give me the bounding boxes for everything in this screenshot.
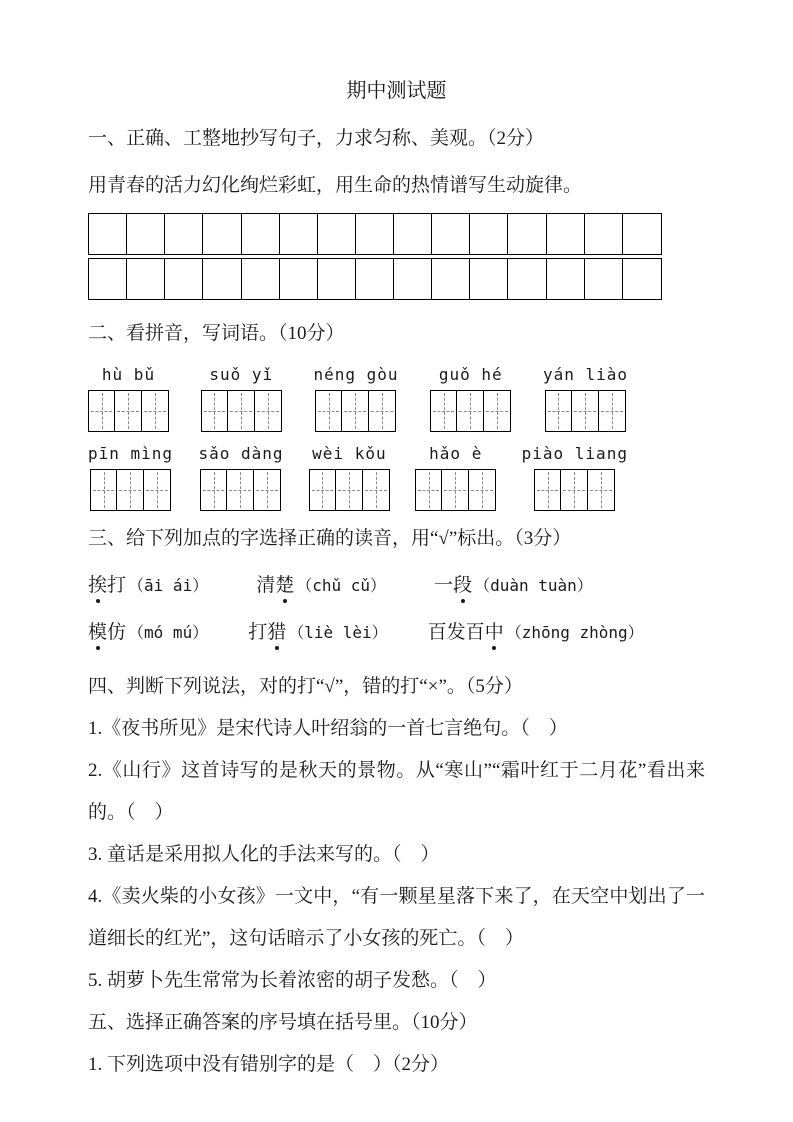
pinyin-answer-box bbox=[415, 469, 496, 511]
pinyin-answer-box bbox=[430, 390, 511, 432]
copy-cell bbox=[470, 214, 508, 254]
word-post: 打 bbox=[107, 575, 127, 596]
pinyin-write-cell bbox=[572, 390, 599, 432]
pinyin-item bbox=[201, 365, 282, 432]
word-dotted: 中 bbox=[485, 617, 504, 644]
copy-cell bbox=[280, 214, 318, 254]
judgment-item: 2.《山行》这首诗写的是秋天的景物。从“寒山”“霜叶红于二月花”看出来的。（ ） bbox=[88, 760, 705, 823]
section1-sentence: 用青春的活力幻化绚烂彩虹，用生命的热情谱写生动旋律。 bbox=[88, 175, 583, 196]
phonetic-word bbox=[88, 622, 126, 643]
copy-cell bbox=[547, 214, 585, 254]
pinyin-answer-box bbox=[534, 469, 615, 511]
section-choose-pronunciation bbox=[88, 523, 705, 644]
pinyin-item bbox=[522, 444, 628, 511]
copy-cell bbox=[242, 214, 280, 254]
pinyin-write-cell bbox=[415, 469, 442, 511]
word-pre: 清 bbox=[256, 575, 276, 596]
pinyin-write-cell bbox=[255, 390, 282, 432]
page-title: 期中测试题 bbox=[346, 80, 447, 102]
phonetic-item bbox=[88, 570, 208, 597]
copy-cell bbox=[242, 259, 280, 299]
word-pre: 百发百 bbox=[427, 622, 485, 643]
pinyin-answer-box bbox=[88, 390, 169, 432]
copy-cell bbox=[623, 214, 661, 254]
word-dotted: 猎 bbox=[267, 617, 286, 644]
pinyin-write-cell bbox=[309, 469, 336, 511]
pinyin-write-cell bbox=[117, 469, 144, 511]
judgment-item: 5. 胡萝卜先生常常为长着浓密的胡子发愁。（ ） bbox=[88, 970, 497, 991]
pinyin-write-cell bbox=[227, 469, 254, 511]
pinyin-label: suǒ yǐ bbox=[209, 365, 274, 384]
pinyin-answer-box bbox=[200, 469, 281, 511]
phonetic-word bbox=[88, 575, 126, 596]
copy-cell bbox=[127, 214, 165, 254]
copy-cell bbox=[394, 214, 432, 254]
copy-cell bbox=[89, 214, 127, 254]
pinyin-label: hǎo è bbox=[429, 444, 483, 463]
phonetic-word bbox=[428, 622, 504, 643]
phonetic-item bbox=[434, 570, 593, 597]
pinyin-item bbox=[543, 365, 628, 432]
copy-cell bbox=[623, 259, 661, 299]
copy-cell bbox=[127, 259, 165, 299]
pinyin-write-cell bbox=[369, 390, 396, 432]
pinyin-label: néng gòu bbox=[313, 365, 399, 384]
copy-grid bbox=[88, 213, 705, 300]
section-copy-sentence bbox=[88, 123, 705, 300]
phonetic-item bbox=[428, 617, 644, 644]
copy-cell bbox=[356, 214, 394, 254]
pinyin-label: piào liang bbox=[521, 444, 628, 463]
pinyin-item bbox=[88, 444, 173, 511]
pinyin-options: （mó mú） bbox=[128, 623, 209, 642]
copy-cell bbox=[432, 259, 470, 299]
phonetic-item bbox=[88, 617, 208, 644]
judgment-item: 3. 童话是采用拟人化的手法来写的。（ ） bbox=[88, 844, 440, 865]
phonetic-item bbox=[248, 617, 387, 644]
phonetic-row-2 bbox=[88, 617, 705, 644]
word-dotted: 段 bbox=[453, 570, 472, 597]
copy-cell bbox=[508, 259, 546, 299]
pinyin-write-cell bbox=[430, 390, 457, 432]
phonetic-item bbox=[256, 570, 386, 597]
judgment-item: 1.《夜书所见》是宋代诗人叶绍翁的一首七言绝句。（ ） bbox=[88, 718, 568, 739]
word-pre: 打 bbox=[248, 622, 268, 643]
pinyin-write-cell bbox=[254, 469, 281, 511]
copy-cell bbox=[508, 214, 546, 254]
word-dotted: 挨 bbox=[88, 570, 107, 597]
copy-cell bbox=[318, 259, 356, 299]
pinyin-options: （zhōng zhòng） bbox=[505, 623, 644, 642]
pinyin-row-1 bbox=[88, 365, 628, 432]
pinyin-answer-box bbox=[201, 390, 282, 432]
word-dotted: 模 bbox=[88, 617, 107, 644]
pinyin-write-cell bbox=[142, 390, 169, 432]
pinyin-label: pīn mìng bbox=[88, 444, 174, 463]
copy-cell bbox=[356, 259, 394, 299]
pinyin-answer-box bbox=[90, 469, 171, 511]
pinyin-write-cell bbox=[599, 390, 626, 432]
word-pre: 一 bbox=[434, 575, 454, 596]
pinyin-options: （āi ái） bbox=[128, 576, 209, 595]
pinyin-options: （duàn tuàn） bbox=[474, 576, 593, 595]
copy-cell bbox=[470, 259, 508, 299]
section-multiple-choice bbox=[88, 1002, 705, 1086]
pinyin-label: wèi kǒu bbox=[312, 444, 387, 463]
pinyin-item bbox=[309, 444, 390, 511]
copy-cell bbox=[165, 214, 203, 254]
copy-cell bbox=[89, 259, 127, 299]
pinyin-write-cell bbox=[534, 469, 561, 511]
pinyin-write-cell bbox=[200, 469, 227, 511]
copy-cell bbox=[394, 259, 432, 299]
pinyin-answer-box bbox=[315, 390, 396, 432]
phonetic-word bbox=[256, 575, 294, 596]
pinyin-label: guǒ hé bbox=[438, 365, 503, 384]
pinyin-item bbox=[88, 365, 169, 432]
pinyin-item bbox=[198, 444, 283, 511]
pinyin-write-cell bbox=[88, 390, 115, 432]
phonetic-word bbox=[434, 575, 472, 596]
pinyin-write-cell bbox=[315, 390, 342, 432]
pinyin-label: hù bǔ bbox=[101, 365, 156, 384]
pinyin-write-cell bbox=[561, 469, 588, 511]
pinyin-write-cell bbox=[228, 390, 255, 432]
copy-cell bbox=[203, 259, 241, 299]
pinyin-write-cell bbox=[588, 469, 615, 511]
pinyin-write-cell bbox=[115, 390, 142, 432]
pinyin-label: sǎo dàng bbox=[198, 444, 284, 463]
pinyin-write-cell bbox=[457, 390, 484, 432]
pinyin-item bbox=[430, 365, 511, 432]
section5-heading: 五、选择正确答案的序号填在括号里。（10分） bbox=[88, 1012, 478, 1033]
phonetic-word bbox=[248, 622, 286, 643]
pinyin-write-cell bbox=[144, 469, 171, 511]
section1-heading: 一、正确、工整地抄写句子，力求匀称、美观。（2分） bbox=[88, 128, 545, 149]
pinyin-write-cell bbox=[363, 469, 390, 511]
word-post: 仿 bbox=[107, 622, 127, 643]
copy-cell bbox=[280, 259, 318, 299]
pinyin-label: yán liào bbox=[542, 365, 628, 384]
choice-item: 1. 下列选项中没有错别字的是（ ）（2分） bbox=[88, 1054, 450, 1075]
copy-cell bbox=[203, 214, 241, 254]
pinyin-write-cell bbox=[342, 390, 369, 432]
copy-grid-row bbox=[88, 213, 662, 255]
section2-heading: 二、看拼音，写词语。（10分） bbox=[88, 323, 345, 344]
word-dotted: 楚 bbox=[275, 570, 294, 597]
copy-cell bbox=[547, 259, 585, 299]
copy-cell bbox=[432, 214, 470, 254]
pinyin-answer-box bbox=[309, 469, 390, 511]
pinyin-item bbox=[415, 444, 496, 511]
copy-cell bbox=[165, 259, 203, 299]
pinyin-item bbox=[313, 365, 398, 432]
copy-cell bbox=[585, 259, 623, 299]
pinyin-write-cell bbox=[484, 390, 511, 432]
pinyin-write-cell bbox=[442, 469, 469, 511]
section-true-false bbox=[88, 666, 705, 1002]
pinyin-row-2 bbox=[88, 444, 628, 511]
pinyin-write-cell bbox=[336, 469, 363, 511]
judgment-item: 4.《卖火柴的小女孩》一文中，“有一颗星星落下来了，在天空中划出了一道细长的红光”，这句话暗示了小女孩的死亡。（ ） bbox=[88, 886, 705, 949]
section3-heading: 三、给下列加点的字选择正确的读音，用“√”标出。（3分） bbox=[88, 528, 572, 549]
pinyin-write-cell bbox=[201, 390, 228, 432]
copy-cell bbox=[585, 214, 623, 254]
pinyin-options: （liè lèi） bbox=[288, 623, 388, 642]
pinyin-write-cell bbox=[469, 469, 496, 511]
pinyin-write-cell bbox=[545, 390, 572, 432]
section4-heading: 四、判断下列说法，对的打“√”，错的打“×”。（5分） bbox=[88, 676, 523, 697]
pinyin-options: （chǔ cǔ） bbox=[296, 576, 387, 595]
pinyin-write-cell bbox=[90, 469, 117, 511]
copy-grid-row bbox=[88, 258, 662, 300]
section-pinyin-words bbox=[88, 318, 705, 511]
phonetic-row-1 bbox=[88, 570, 705, 597]
copy-cell bbox=[318, 214, 356, 254]
pinyin-answer-box bbox=[545, 390, 626, 432]
